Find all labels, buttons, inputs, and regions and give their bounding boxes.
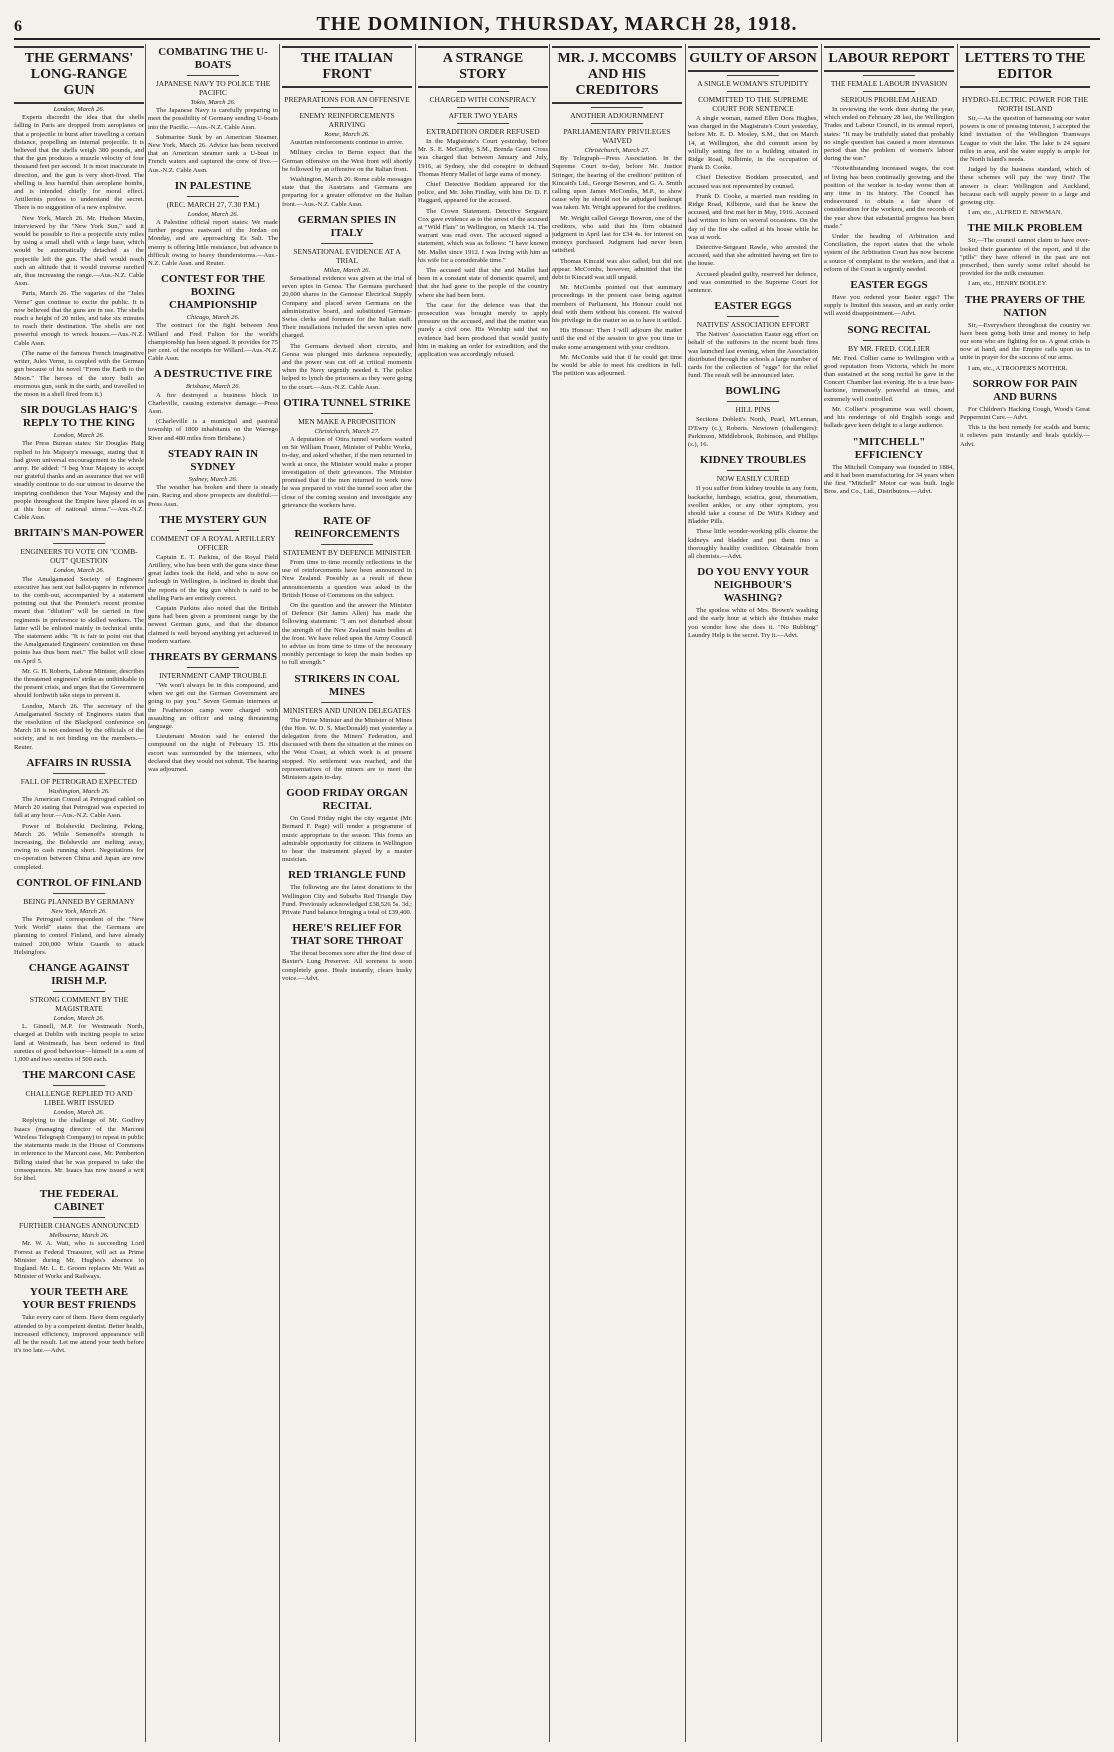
article-subheading: PREPARATIONS FOR AN OFFENSIVE <box>284 95 410 104</box>
article-heading: THE FEDERAL CABINET <box>39 1188 119 1214</box>
article-paragraph: Detective-Sergeant Rawle, who arrested the accused, said that she admitted having set fire to the house. <box>688 244 818 268</box>
article-paragraph: Power of Bolsheviki Declining. Peking, March 26. While Semenoff's strength is increasing, the Bolsheviki are melting away, owing to cash running short. Negotiations for co-operation between China and Japan are now completed. <box>14 822 144 871</box>
article-heading: COMBATING THE U-BOATS <box>158 46 268 71</box>
article-paragraph: A deputation of Otira tunnel workers waited on Sir William Fraser, Minister of Public Works, to-day, and asked whether, if the men returned to work at once, the Minister would make a proper investigation of their grievances. The Minister promised that if the men returned to work now he was prepared to visit the tunnel soon after the close of the coming session and investigate any grievance the workers have. <box>282 436 412 509</box>
article-paragraph: The contract for the fight between Jess Willard and Fred Fulton for the world's championship has been signed. It provides for 75 per cent. of the receipts for Willard.—Aus.-N.Z. Cable Assn. <box>148 322 278 363</box>
article-dateline: Rome, March 26. <box>324 131 370 138</box>
article-paragraph: Sensational evidence was given at the trial of seven spies in Genoa. The Germans purchased 20,000 shares in the Genoese Electrical Supply Company and placed seven Germans on the administrative board, and substituted German-Swiss clerks and foremen for the Italian staff. Their installations included the seven spies now charged. <box>282 275 412 340</box>
heading-divider <box>187 667 239 668</box>
newspaper-column <box>148 44 278 1742</box>
heading-divider <box>863 91 915 92</box>
article-heading: A DESTRUCTIVE FIRE <box>153 368 273 381</box>
article-heading: SORROW FOR PAIN AND BURNS <box>972 377 1078 403</box>
article-subheading: HILL PINS <box>735 405 771 415</box>
article-subheading: COMMENT OF A ROYAL ARTILLERY OFFICER <box>150 533 276 552</box>
article-heading: HERE'S RELIEF FOR THAT SORE THROAT <box>290 922 404 948</box>
article-subheading: COMMITTED TO THE SUPREME COURT FOR SENTENCE <box>698 95 808 113</box>
article-subheading: (REC. MARCH 27, 7.30 P.M.) <box>166 199 260 209</box>
newspaper-column <box>960 44 1090 1742</box>
article-paragraph: Sir,—As the question of harnessing our water powers is one of pressing interest, I accepted the kind invitation of the Wellington Tramways League to visit the lake. The lake is 24 square miles in area, and the water supply is ample for the North Island's needs. <box>960 115 1090 164</box>
column-rule <box>279 44 280 1742</box>
newspaper-column <box>552 44 682 1742</box>
article-dateline: Sydney, March 26. <box>188 475 238 483</box>
article-paragraph: New York, March 26. Mr. Hudson Maxim, interviewed by the "New York Sun," said it would be possible to fire a projectile sixty miles by using a small shell with a large base, which would be automatically detached as the projectile left the gun. The shell would reach such an altitude that it would traverse rarefied air, thus increasing the range.—Aus.-N.Z. Cable Assn. <box>14 214 144 288</box>
article <box>688 385 818 449</box>
column-rule <box>145 44 146 1742</box>
heading-divider <box>187 196 239 197</box>
article-subheading: ENEMY REINFORCEMENTS ARRIVING <box>299 111 395 129</box>
article-subheading: BEING PLANNED BY GERMANY <box>23 896 135 906</box>
article <box>282 397 412 510</box>
article-paragraph: Replying to the challenge of Mr. Godfrey Isaacs (managing director of the Marconi Wireless Telegraph Company) to repeat in public the statements made in the House of Commons in reference to the Marconi case, Mr. Pemberton Billing stated that he was prepared to take the consequences. Mr. Isaacs has now issued a writ for libel. <box>14 1117 144 1182</box>
article-subheading: MEN MAKE A PROPOSITION <box>298 416 396 426</box>
article-heading: MR. J. MCCOMBS AND HIS CREDITORS <box>552 46 682 104</box>
article <box>824 436 954 497</box>
article-subheading: STATEMENT BY DEFENCE MINISTER <box>283 547 411 557</box>
article <box>688 566 818 640</box>
article-heading: KIDNEY TROUBLES <box>699 454 807 467</box>
article-subheading: INTERNMENT CAMP TROUBLE <box>159 670 267 680</box>
newspaper-column <box>418 44 548 1742</box>
article <box>148 180 278 268</box>
article-paragraph: Experts discredit the idea that the shells falling in Paris are dropped from aeroplanes or that a projectile in burst after travelling a certain distance, propelling an internal projectile. It is believed that the shells weigh 380 pounds, and that the gun produces a muzzle velocity of four thousand feet per second. It is most inaccurate in direction, and the gun is very short-lived. The shelling is less harmful than aeroplane bombs, and is intended chiefly for moral effect. Artillerists profess to understand the secret. There is no suggestion of a new explosive. <box>14 114 144 212</box>
article-paragraph: Mr. G. H. Roberts, Labour Minister, describes the threatened engineers' strike as unthinkable in the present crisis, and urges that the Government should forthwith take steps to prevent it. <box>14 667 144 700</box>
article-heading: THE MARCONI CASE <box>22 1069 136 1082</box>
article-dateline: New York, March 26. <box>51 907 107 915</box>
heading-divider <box>591 123 643 124</box>
article <box>148 651 278 774</box>
article <box>824 46 954 274</box>
article <box>148 273 278 363</box>
heading-divider <box>321 91 373 92</box>
article <box>14 46 144 399</box>
article-paragraph: Mr. McCombs pointed out that summary proceedings in the present case being against members of Parliament, his Honour could not deal with them without his consent. He waived his privilege in the matter so as to have it settled. <box>552 284 682 325</box>
article-heading: AFFAIRS IN RUSSIA <box>26 756 132 769</box>
article-paragraph: I am, etc., A TROOPER'S MOTHER. <box>968 364 1068 372</box>
article <box>14 757 144 872</box>
article-paragraph: The Mitchell Company was founded in 1884, and it had been manufacturing for 34 years when the first "Mitchell" Motor car was built. Ingle Bros. and Co., Ltd., Distributors.—Advt. <box>824 463 954 496</box>
heading-divider <box>53 893 105 894</box>
article-heading: THE MILK PROBLEM <box>967 222 1083 235</box>
article-paragraph: London, March 26. The secretary of the Amalgamated Society of Engineers states that the resolution of the Blackpool conference on March 18 is not endorsed by the officials of the society, and is not binding on the members.—Reuter. <box>14 702 144 751</box>
article-paragraph: The Amalgamated Society of Engineers' executive has sent out ballot-papers in reference to the comb-out, accompanied by a statement pointing out that the Premier's recent promise meant that "dilution" will be carried in fine regiments in preference to skilled workers. The latter will be enlisted mainly in technical units. The statement adds: "It is fair to point out that the Amalgamated Engineers' contention on these points has thus been met." The ballot will close on April 5. <box>14 575 144 665</box>
article-paragraph: Mr. Wright called George Bowron, one of the creditors, who said that his firm obtained judgment in April last for £34 4s. for interest on moneys purchased. Judgment had never been satisfied. <box>552 214 682 255</box>
article-paragraph: Under the heading of Arbitration and Conciliation, the report states that the whole system of the Arbitration Court has now become a source of complaint to the workers, and that a reform of the Court is urgently needed. <box>824 233 954 273</box>
article-dateline: London, March 26. <box>53 1015 105 1023</box>
article-paragraph: The American Consul at Petrograd cabled on March 20 stating that Petrograd was expected to fall at any hour.—Aus.-N.Z. Cable Assn. <box>14 796 144 820</box>
article-paragraph: The weather has broken and there is steady rain. Racing and show prospects are doubtful.—Press Assn. <box>148 484 278 508</box>
article-dateline: Melbourne, March 26. <box>49 1232 109 1240</box>
article-heading: CONTEST FOR THE BOXING CHAMPIONSHIP <box>160 273 266 312</box>
article-paragraph: Mr. W. A. Watt, who is succeeding Lord Forrest as Federal Treasurer, will act as Prime Minister during Mr. Hughes's absence in England. Mr. L. E. Groom replaces Mr. Watt as Minister of Works and Railways. <box>14 1240 144 1281</box>
page-number: 6 <box>14 18 22 35</box>
article <box>688 300 818 380</box>
article <box>148 368 278 442</box>
article-subheading: A SINGLE WOMAN'S STUPIDITY <box>697 79 809 88</box>
article-dateline: Christchurch, March 27. <box>314 427 380 435</box>
article-paragraph: (The name of the famous French imaginative writer, Jules Verne, is coupled with the German gun because of his novel "From the Earth to the Moon." The heroes of the story built an enormous gun, sunk in the earth, and travelled to the moon in a shell fired from it.) <box>14 349 144 398</box>
article-heading: SIR DOUGLAS HAIG'S REPLY TO THE KING <box>20 404 138 430</box>
article-dateline: Washington, March 26. <box>48 787 110 795</box>
article-paragraph: The accused said that she and Mallet had been in a constant state of domestic quarrel, and that she had gone to the people of the country where she had been born. <box>418 267 548 299</box>
article-dateline: Christchurch, March 27. <box>584 147 650 154</box>
article-heading: THE ITALIAN FRONT <box>282 46 412 88</box>
article-paragraph: A Palestine official report states: We made further progress eastward of the Jordan on Monday, and are approaching Es Salt. The enemy is offering little resistance, but advance is difficult owing to heavy thunderstorms.—Aus.-N.Z. Cable Assn. and Reuter. <box>148 219 278 268</box>
column-rule <box>415 44 416 1742</box>
article-paragraph: "Notwithstanding increased wages, the cost of living has been continually growing, and the position of the worker is to-day worse than at any time in its history. The Council has endeavoured to obtain a fair share of consideration for the workers, and the records of the year show that substantial progress has been made." <box>824 165 954 230</box>
article <box>282 922 412 983</box>
article-paragraph: I am, etc., HENRY BODLEY. <box>968 280 1048 288</box>
heading-divider <box>457 123 509 124</box>
heading-divider <box>321 107 373 108</box>
article <box>148 514 278 646</box>
article <box>960 222 1090 288</box>
article-subheading: FURTHER CHANGES ANNOUNCED <box>19 1221 139 1231</box>
article-paragraph: Thomas Kincaid was also called, but did not appear. McCombs, however, admitted that the debt to Kincaid was still unpaid. <box>552 257 682 282</box>
article-paragraph: I am, etc., ALFRED E. NEWMAN. <box>968 209 1063 217</box>
article-heading: RATE OF REINFORCEMENTS <box>294 514 400 540</box>
heading-divider <box>727 401 779 402</box>
article-subheading: ANOTHER ADJOURNMENT <box>570 111 664 120</box>
column-rule <box>821 44 822 1742</box>
article-paragraph: Austrian reinforcements continue to arrive. <box>290 139 404 147</box>
article <box>148 448 278 509</box>
heading-divider <box>321 413 373 414</box>
article-heading: GOOD FRIDAY ORGAN RECITAL <box>286 787 408 813</box>
article-paragraph: On the question and the answer the Minister of Defence (Sir James Allen) has made the following statement: "I am not disturbed about the strength of the New Zealand main bodies at the front. We have relied upon the Army Council to advise us from time to time of the necessary monthly percentage to keep the main bodies up to full strength." <box>282 601 412 667</box>
article-paragraph: A fire destroyed a business block in Charleville, causing extensive damage.—Press Assn. <box>148 391 278 416</box>
heading-divider <box>187 75 239 76</box>
article <box>688 46 818 295</box>
article <box>282 787 412 864</box>
article-paragraph: The Natives' Association Easter egg effort on behalf of the sufferers in the recent bush fires was launched last evening, when the Association distributed through the schools a large number of cards for the collection of "eggs" for the relief fund. The result will be announced later. <box>688 331 818 380</box>
article-subheading: AFTER TWO YEARS <box>448 111 518 120</box>
heading-divider <box>999 91 1051 92</box>
article-paragraph: The Prime Minister and the Minister of Mines (the Hon. W. D. S. MacDonald) met yesterday a delegation from the Miners' Federation, and discussed with them the situation at the mines on the West Coast, at which work is at present stopped. No settlement was reached, and the representatives of the miners are to meet the Ministers again to-day. <box>282 716 412 781</box>
article-heading: LABOUR REPORT <box>824 46 954 72</box>
article-heading: GUILTY OF ARSON <box>688 46 818 72</box>
article-paragraph: For Children's Hacking Cough, Wood's Great Peppermint Cure.—Advt. <box>960 405 1090 422</box>
article <box>960 46 1090 217</box>
article-subheading: CHALLENGE REPLIED TO AND LIBEL WRIT ISSUED <box>25 1089 133 1108</box>
article <box>552 46 682 378</box>
article <box>418 46 548 359</box>
article-heading: OTIRA TUNNEL STRIKE <box>283 396 411 409</box>
article <box>14 1188 144 1281</box>
column-rule <box>549 44 550 1742</box>
article-paragraph: Sir,—Everywhere throughout the country we have been going both time and money to help our sons who are fighting for us. A great crisis is now at hand, and the Empire calls upon us to unite in prayer for the success of our arms. <box>960 321 1090 362</box>
article-paragraph: Washington, March 26. Rome cable messages state that the Austrians and Germans are preparing for a greater offensive on the Italian front.—Aus.-N.Z. Cable Assn. <box>282 176 412 208</box>
article-paragraph: Accused pleaded guilty, reserved her defence, and was committed to the Supreme Court for sentence. <box>688 270 818 295</box>
article-heading: THE MYSTERY GUN <box>159 513 267 526</box>
article <box>14 1069 144 1183</box>
article-paragraph: From time to time recently reflections in the use of reinforcements have been announced in New Zealand. Possibly as a result of these announcements a question was asked in the British House of Commons on the subject. <box>282 558 412 599</box>
heading-divider <box>53 1085 105 1086</box>
article-paragraph: L. Ginnell, M.P. for Westmeath North, charged at Dublin with inciting people to seize land at Westmeath, has been ordered to find sureties of good behaviour—himself in a sum of 1,000 and two sureties of 500 each. <box>14 1023 144 1064</box>
article <box>282 869 412 917</box>
article-paragraph: On Good Friday night the city organist (Mr. Bernard F. Page) will render a programme of music appropriate to the season. This forms an admirable opportunity for citizens in Wellington to hear the instrument played by a master musician. <box>282 815 412 864</box>
article <box>960 378 1090 449</box>
newspaper-column <box>824 44 954 1742</box>
column-rule <box>957 44 958 1742</box>
article-paragraph: The following are the latest donations to the Wellington City and Suburbs Red Triangle Day Fund. Previously acknowledged £38,526 5s. 3d.; Private Fund balance bringing a total of £39,400. <box>282 884 412 916</box>
article-paragraph: The case for the defence was that the prosecution was brought merely to apply pressure on the accused, and that the matter was purely a civil one. His Worship said that no evidence had been produced that would justify him in making an order for extradition, and the application was accordingly refused. <box>418 301 548 359</box>
article-dateline: London, March 26. <box>53 1109 105 1117</box>
newspaper-column <box>688 44 818 1742</box>
article-paragraph: If you suffer from kidney trouble in any form, backache, lumbago, sciatica, gout, rheumatism, swollen ankles, or any other symptom, you should take a course of De Witt's Kidney and Bladder Pills. <box>688 485 818 526</box>
article-heading: CHANGE AGAINST IRISH M.P. <box>28 962 130 988</box>
article-heading: EASTER EGGS <box>850 279 928 292</box>
article-paragraph: Submarine Sunk by an American Steamer. New York, March 26. Advice has been received that an American steamer sank a U-boat in French waters and captured the crew of five.—Aus.-N.Z. Cable Assn. <box>148 133 278 174</box>
article-paragraph: Captain E. T. Parkins, of the Royal Field Artillery, who has been with the guns since these great ladies took the field, and who is now on furlough in Wellington, is inclined to doubt that the reports of the big gun which is said to be shelling Paris are entirely correct. <box>148 553 278 602</box>
article-heading: CONTROL OF FINLAND <box>16 876 142 889</box>
article-paragraph: A single woman, named Ellen Dora Hughes, was charged in the Magistrate's Court yesterday, before Mr. E. D. Mosley, S.M., that on March 14, at Wellington, she did commit arson by wilfully setting fire to a building situated in Ridge Road, Kilbirnie, in the occupation of Frank D. Cooke. <box>688 115 818 172</box>
article-heading: "MITCHELL" EFFICIENCY <box>852 435 926 461</box>
article <box>282 673 412 783</box>
article-subheading: MINISTERS AND UNION DELEGATES <box>283 705 411 715</box>
heading-divider <box>863 75 915 76</box>
article-paragraph: Judged by the business standard, which of these schemes will pay the way first? The answer is clear: Wellington and Auckland, because each will supply power to a large and growing city. <box>960 166 1090 207</box>
article-paragraph: The throat becomes sore after the first dose of Baxter's Lung Preserver. All soreness is soon completely gone. Heals instantly, clears husky voice.—Advt. <box>282 950 412 982</box>
masthead <box>14 14 1100 40</box>
heading-divider <box>53 773 105 774</box>
article-subheading: SERIOUS PROBLEM AHEAD <box>840 95 938 104</box>
article-subheading: JAPANESE NAVY TO POLICE THE PACIFIC <box>155 79 271 97</box>
article-paragraph: Mr. Collier's programme was well chosen, and his renderings of old English songs and ballads gave keen delight to a large audience. <box>824 405 954 430</box>
article <box>688 454 818 561</box>
article-paragraph: Sections Doblett's North, Pearl, M'Lennan, D'Ewry (c.), Roberts. Newtown (challengers): Parkinson, Middlebrook, Robinson, and Phillips (s.), 16. <box>688 416 818 449</box>
article-paragraph: Frank D. Cooke, a married man residing in Ridge Road, Kilbirnie, said that he knew the accused, and first met her in May, 1916. Accused had written to him on several occasions. On the day of the fire she called at his house while he was at work. <box>688 192 818 241</box>
article-heading: THE GERMANS' LONG-RANGE GUN <box>14 46 144 104</box>
article-subheading: PARLIAMENTARY PRIVILEGES WAIVED <box>563 127 671 145</box>
article <box>14 877 144 957</box>
article-subheading: HYDRO-ELECTRIC POWER FOR THE NORTH ISLAND <box>962 95 1088 113</box>
heading-divider <box>321 544 373 545</box>
article <box>148 46 278 175</box>
article-subheading: SENSATIONAL EVIDENCE AT A TRIAL <box>293 246 401 265</box>
heading-divider <box>53 543 105 544</box>
article-paragraph: The Germans devised short circuits, and Genoa was plunged into darkness repeatedly, and the power was cut off at critical moments when the Navy urgently needed it. The police helped to lynch the prisoners as they were going to the court.—Aus.-N.Z. Cable Assn. <box>282 342 412 391</box>
article <box>282 515 412 668</box>
article <box>824 279 954 319</box>
article-paragraph: Paris, March 26. The vagaries of the "Jules Verne" gun continue to excite the public. It is now believed that the guns are in use. The shells reach a height of 20 miles, and take six minutes to reach their destination. The shells are not powerful enough to wreck houses.—Aus.-N.Z. Cable Assn. <box>14 290 144 347</box>
article-subheading: FALL OF PETROGRAD EXPECTED <box>20 776 138 786</box>
article-dateline: London, March 26. <box>187 210 239 218</box>
heading-divider <box>321 243 373 244</box>
article <box>14 527 144 751</box>
article-paragraph: The Japanese Navy is carefully preparing to meet the possibility of Germany sending U-boats into the Pacific.—Aus.-N.Z. Cable Assn. <box>148 107 278 131</box>
article-heading: A STRANGE STORY <box>418 46 548 88</box>
article-heading: STRIKERS IN COAL MINES <box>294 672 400 698</box>
article-heading: SONG RECITAL <box>847 323 931 336</box>
article-heading: BOWLING <box>725 385 781 398</box>
article <box>960 294 1090 373</box>
article-paragraph: In the Magistrate's Court yesterday, before Mr. S. E. McCarthy, S.M., Brenda Grant Cross was charged that between January and July, 1916, at Sydney, she did conspire to defraud Thomas Henry Mallet of large sums of money. <box>418 138 548 178</box>
article-paragraph: His Honour: Then I will adjourn the matter until the end of the session to give you time to make some arrangement with your creditors. <box>552 327 682 351</box>
article-heading: DO YOU ENVY YOUR NEIGHBOUR'S WASHING? <box>697 566 809 605</box>
article-paragraph: (Charleville is a municipal and pastoral township of 1800 inhabitants on the Warrego River and 480 miles from Brisbane.) <box>148 418 278 442</box>
article-dateline: London, March 26. <box>53 106 105 113</box>
article <box>14 962 144 1064</box>
article <box>282 46 412 209</box>
article-paragraph: Military circles in Berne expect that the German offensive on the West front will shortly be followed by an offensive on the Italian front. <box>282 149 412 173</box>
article-paragraph: Mr. McCombs said that if he could get time he would be able to meet his creditors in full. The petition was adjourned. <box>552 353 682 378</box>
column-rule <box>685 44 686 1742</box>
article-subheading: EXTRADITION ORDER REFUSED <box>426 127 540 136</box>
article-paragraph: The spotless white of Mrs. Brown's washing and the early hour at which she finishes make you wonder how she does it. "No Rubbing" Laundry Help is the secret. Try it.—Advt. <box>688 607 818 639</box>
article-heading: EASTER EGGS <box>714 300 792 313</box>
article-paragraph: The Press Bureau states: Sir Douglas Haig replied to his Majesty's message, stating that it had given universal encouragement to the whole army. He added: "I beg Your Majesty to accept our grateful thanks and an assurance that we will steadily continue to do our utmost to deserve the inspiring confidence that Your Majesty and the people throughout the Empire have placed in us at this hour of national stress."—Aus.-N.Z. Cable Assn. <box>14 440 144 522</box>
article-paragraph: "We won't always be in this compound, and when we get out the German Government are going to pay you." Seven German internees at the Featherston camp were charged with assaulting an officer and using threatening language. <box>148 681 278 730</box>
heading-divider <box>53 1217 105 1218</box>
article-paragraph: Take every care of them. Have them regularly attended to by a competent dentist. Better health, increased efficiency, improved appearance will all be the result. Let me attend your teeth before it's too late.—Advt. <box>14 1314 144 1355</box>
heading-divider <box>457 91 509 92</box>
article-heading: RED TRIANGLE FUND <box>288 869 406 882</box>
newspaper-column <box>282 44 412 1742</box>
article-subheading: BY MR. FRED. COLLIER <box>847 343 931 353</box>
heading-divider <box>727 75 779 76</box>
heading-divider <box>727 316 779 317</box>
article-paragraph: Mr. Fred. Collier came to Wellington with a good reputation from Victoria, which he more than sustained at the song recital he gave in the Concert Chamber last evening. He is a true bass-baritone, immensely powerful at times, and extremely well controlled. <box>824 354 954 403</box>
article-paragraph: By Telegraph—Press Association. In the Supreme Court to-day, before Mr. Justice Stringer, the hearing of the creditors' petition of Kincaid's Ltd., George Bowron, and G. A. Smith calling upon James McCombs, M.P., to show cause why he should not be adjudged bankrupt was taken. Mr. Wright appeared for the creditors. <box>552 155 682 212</box>
article-paragraph: Sir,—The council cannot claim to have over-looked their guarantee of the report, and if the "pills" they have offered in the past are not prescribed, then surely some relief should be provided for the milk consumer. <box>960 237 1090 278</box>
article-heading: STEADY RAIN IN SYDNEY <box>167 447 259 473</box>
heading-divider <box>457 107 509 108</box>
article-heading: GERMAN SPIES IN ITALY <box>297 213 397 239</box>
article-paragraph: Have you ordered your Easter eggs? The supply is limited this season, and an early order will avoid disappointment.—Advt. <box>824 294 954 318</box>
article <box>14 404 144 522</box>
heading-divider <box>591 107 643 108</box>
article-subheading: ENGINEERS TO VOTE ON "COMB-OUT" QUESTION <box>20 547 138 566</box>
heading-divider <box>863 340 915 341</box>
article-heading: IN PALESTINE <box>174 179 252 192</box>
article-dateline: Brisbane, March 26. <box>185 383 241 391</box>
article-dateline: Tokio, March 26. <box>190 99 236 106</box>
article-paragraph: In reviewing the work done during the year, which ended on February 28 last, the Wellington Trades and Labour Council, in its annual report, states: "It may be truthfully stated that probably no single question has caused a more strenuous period than the problem of women's labour during the war." <box>824 106 954 163</box>
article-paragraph: These little wonder-working pills cleanse the kidneys and bladder and put them into a thoroughly healthy condition. Obtainable from all chemists.—Advt. <box>688 528 818 560</box>
article-heading: THREATS BY GERMANS <box>148 650 278 663</box>
article-heading: LETTERS TO THE EDITOR <box>960 46 1090 88</box>
heading-divider <box>53 991 105 992</box>
article-subheading: STRONG COMMENT BY THE MAGISTRATE <box>29 995 129 1014</box>
article <box>282 214 412 392</box>
heading-divider <box>727 91 779 92</box>
newspaper-title: THE DOMINION, THURSDAY, MARCH 28, 1918. <box>316 13 798 35</box>
heading-divider <box>321 702 373 703</box>
article-paragraph: Lieutenant Moston said he entered the compound on the night of February 15. His escort was surrounded by the internees, who declared that they would not submit. The hearing was adjourned. <box>148 733 278 773</box>
article-paragraph: The Petrograd correspondent of the "New York World" states that the Germans are planning to control Finland, and have already trained 200,000 White Guards to attack Helsingfors. <box>14 916 144 956</box>
article-paragraph: Captain Parkins also noted that the British guns had been given a prominent range by the newest German guns, and that the distance claimed is well beyond anything yet achieved in modern warfare. <box>148 604 278 645</box>
article-paragraph: This is the best remedy for scalds and burns; it relieves pain instantly and heals quickly.—Advt. <box>960 424 1090 448</box>
article-paragraph: The Crown Statement. Detective Sergeant Cox gave evidence as to the arrest of the accused at "Wild Flats" in Wellington, on March 14. The warrant was read over. The accused signed a statement, which was as follows: "I have known Mr. Mallet since 1912. I was living with him as his wife for a considerable time." <box>418 207 548 264</box>
heading-divider <box>187 530 239 531</box>
heading-divider <box>727 470 779 471</box>
article <box>824 324 954 431</box>
article-heading: YOUR TEETH ARE YOUR BEST FRIENDS <box>21 1286 137 1312</box>
article-subheading: CHARGED WITH CONSPIRACY <box>429 95 537 104</box>
article-paragraph: Chief Detective Boddam prosecuted, and accused was not represented by counsel. <box>688 174 818 190</box>
article-dateline: Chicago, March 26. <box>186 314 240 322</box>
newspaper-column <box>14 44 144 1742</box>
article-subheading: THE FEMALE LABOUR INVASION <box>830 79 948 88</box>
article-dateline: London, March 26. <box>53 432 105 440</box>
article-heading: BRITAIN'S MAN-POWER <box>14 527 144 540</box>
article-paragraph: Chief Detective Boddam appeared for the police, and Mr. John Findlay, with him Dr. D. F. Haggard, appeared for the accused. <box>418 181 548 205</box>
article-subheading: NATIVES' ASSOCIATION EFFORT <box>696 320 810 330</box>
article-subheading: NOW EASILY CURED <box>716 474 790 484</box>
article <box>14 1286 144 1355</box>
article-dateline: London, March 26. <box>53 567 105 575</box>
article-dateline: Milan, March 26. <box>323 266 371 274</box>
article-heading: THE PRAYERS OF THE NATION <box>964 293 1086 319</box>
